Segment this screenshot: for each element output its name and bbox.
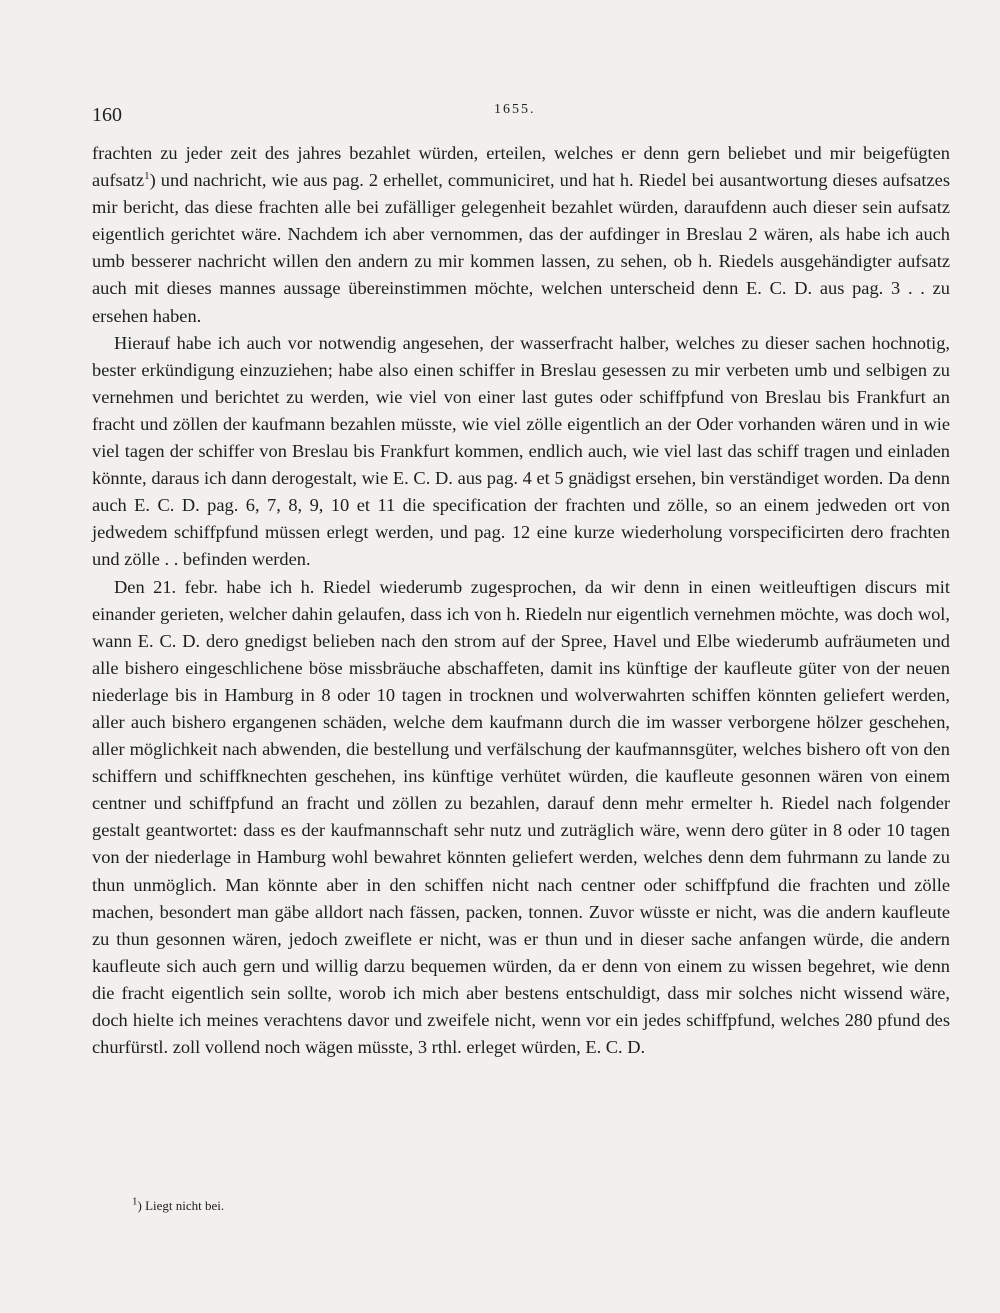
running-head-year: 1655. [494,102,536,117]
paragraph-3: Den 21. febr. habe ich h. Riedel wiederumb zugesprochen, da wir denn in einen weitleuftigen discurs mit einander gerieten, welcher dahin gelaufen, dass ich von h. Riedeln nur eigentlich vernehmen möchte, was doch wol, wann E. C. D. dero gnedigst belieben nach den strom auf der Spree, Havel und Elbe wiederumb aufräumeten und alle bishero eingeschlichene böse missbräuche abschaffeten, damit ins künftige der kaufleute güter von der neuen niederlage bis in Hamburg in 8 oder 10 tagen in trocknen und wolverwahrten schiffen könnten geliefert werden, aller auch bishero ergangenen schäden, welche dem kaufmann durch die im wasser verborgene hölzer geschehen, aller möglichkeit nach abwenden, die bestellung und verfälschung der kaufmannsgüter, welches bishero oft von den schiffern und schiffknechten geschehen, ins künftige verhütet würden, die kaufleute gesonnen wären von einem centner und schiffpfund an fracht und zöllen zu bezahlen, darauf denn mehr ermelter h. Riedel nach folgender gestalt geantwortet: dass es der kaufmannschaft sehr nutz und zuträglich wäre, wenn dero güter in 8 oder 10 tagen von der niederlage in Hamburg wohl bewahret könnten geliefert werden, welches denn dem fuhrmann zu lande zu thun unmöglich. Man könnte aber in den schiffen nicht nach centner oder schiffpfund die frachten und zölle machen, besondert man gäbe alldort nach fässen, packen, tonnen. Zuvor wüsste er nicht, was die andern kaufleute zu thun gesonnen wären, jedoch zweiflete er nicht, was er thun und in dieser sache anfangen würde, die andern kaufleute sich auch gern und willig darzu bequemen würden, da er denn von einem zu wissen begehret, wie denn die fracht eigentlich sein sollte, worob ich mich aber bestens entschuldigt, dass mir solches nicht wissend wäre, doch hielte ich meines verachtens davor und zweifele nicht, wenn vor ein jedes schiffpfund, welches 280 pfund des churfürstl. zoll vollend noch wägen müsste, 3 rthl. erleget würden, E. C. D. [92,576,950,1058]
body-text [92,140,950,1061]
footnote-mark: 1 [132,1195,138,1208]
footnote-text: ) Liegt nicht bei. [137,1198,225,1213]
paragraph-1-text-b: ) und nachricht, wie aus pag. 2 erhellet, communiciret, und hat h. Riedel bei ausantwortung dieses aufsatzes mir bericht, das diese frachten alle bei zufälliger gelegenheit bezahlet würden, daraufdenn auch dieser sein aufsatz eigentlich gerichtet wäre. Nachdem ich aber vernommen, das der aufdinger in Breslau 2 wären, als habe ich auch umb besserer nachricht willen den andern zu mir kommen lassen, zu sehen, ob h. Riedels ausgehändigter aufsatz auch mit dieses mannes aussage übereinstimmen möchte, welchen unterscheid denn E. C. D. aus pag. 3 . . zu ersehen haben. [92,170,950,326]
footnote [132,1195,225,1214]
paragraph-2: Hierauf habe ich auch vor notwendig angesehen, der wasserfracht halber, welches zu dieser sachen hochnotig, bester erkündigung einzuziehen; habe also einen schiffer in Breslau gesessen zu mir verbeten umb und selbigen zu vernehmen und berichtet zu werden, wie viel von einer last gutes oder schiffpfund von Breslau bis Frankfurt an fracht und zöllen der kaufmann bezahlen müsste, wie viel zölle eigentlich an der Oder vorhanden wären und in wie viel tagen der schiffer von Breslau bis Frankfurt kommen, endlich auch, wie viel last das schiff tragen und einladen könnte, daraus ich dann derogestalt, wie E. C. D. aus pag. 4 et 5 gnädigst ersehen, bin verständiget worden. Da denn auch E. C. D. pag. 6, 7, 8, 9, 10 et 11 die specification der frachten und zölle, so an einem jedweden ort von jedwedem schiffpfund müssen erlegt werden, und pag. 12 eine kurze wiederholung vorspecificirten dero frachten und zölle . . befinden werden. [92,332,950,570]
paragraph-1 [92,140,950,330]
page-header [92,100,940,130]
footnote-reference: 1 [144,169,150,182]
paragraph-1-text-a: frachten zu jeder zeit des jahres bezahlet würden, erteilen, welches er denn gern beliebet und mir beigefügten aufsatz [92,143,950,191]
page-number: 160 [92,104,122,126]
